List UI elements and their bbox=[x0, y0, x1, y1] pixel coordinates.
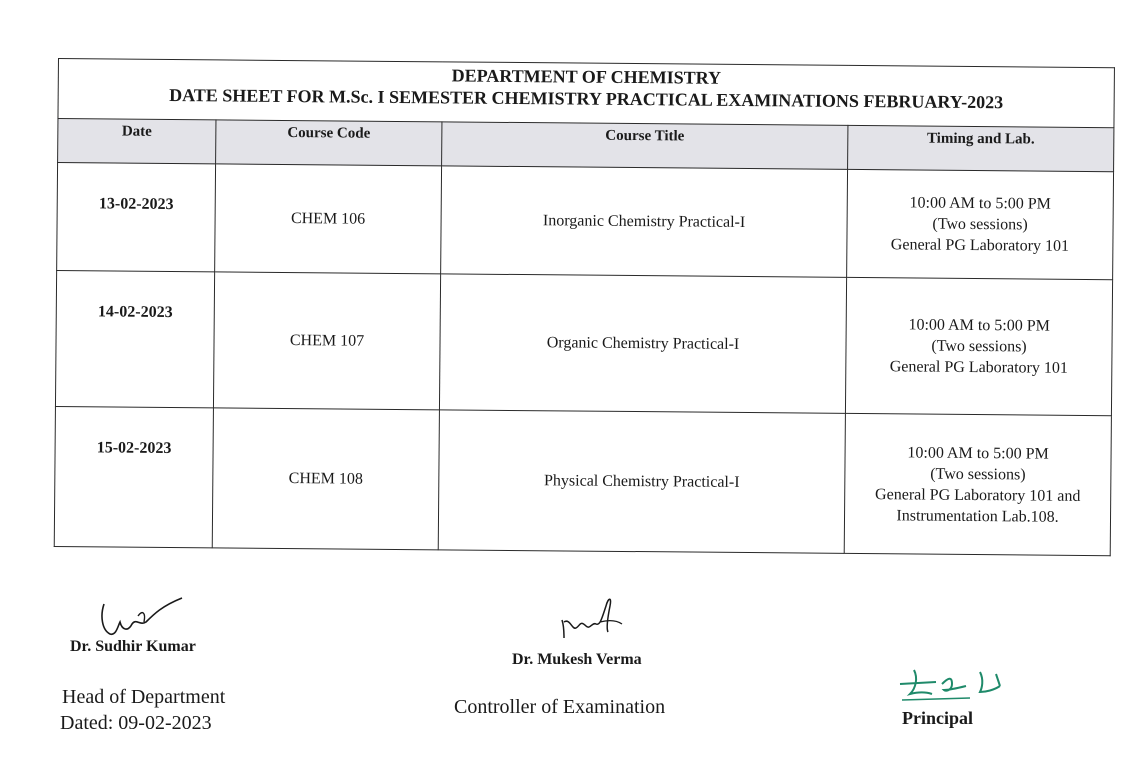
coe-name: Dr. Mukesh Verma bbox=[512, 651, 642, 668]
row-date: 15-02-2023 bbox=[54, 406, 213, 547]
date-sheet bbox=[54, 58, 1114, 556]
table-row bbox=[55, 270, 1112, 415]
coe-signature bbox=[556, 592, 628, 642]
column-header-timing: Timing and Lab. bbox=[848, 125, 1114, 171]
row-timing bbox=[845, 277, 1112, 415]
row-course-title: Physical Chemistry Practical-I bbox=[438, 410, 845, 554]
timing-hours: 10:00 AM to 5:00 PM bbox=[909, 194, 1052, 213]
row-course-title: Organic Chemistry Practical-I bbox=[439, 274, 846, 414]
timing-lab: General PG Laboratory 101 bbox=[890, 236, 1070, 255]
sheet-title: DATE SHEET FOR M.Sc. I SEMESTER CHEMISTRY PRACTICAL EXAMINATIONS FEBRUARY-2023 bbox=[169, 84, 1004, 113]
hod-dated: Dated: 09-02-2023 bbox=[60, 712, 212, 734]
row-course-code: CHEM 107 bbox=[213, 272, 440, 410]
hod-role: Head of Department bbox=[62, 686, 226, 708]
principal-role: Principal bbox=[902, 708, 973, 728]
row-course-code: CHEM 108 bbox=[212, 408, 439, 550]
table-row bbox=[57, 163, 1114, 280]
hod-signature bbox=[92, 596, 192, 642]
row-timing bbox=[844, 413, 1111, 555]
exam-table bbox=[54, 58, 1115, 556]
table-title bbox=[58, 59, 1115, 128]
row-course-title: Inorganic Chemistry Practical-I bbox=[441, 166, 848, 278]
timing-hours: 10:00 AM to 5:00 PM bbox=[908, 316, 1050, 335]
table-row bbox=[54, 406, 1111, 555]
principal-signature bbox=[896, 658, 1008, 708]
hod-name: Dr. Sudhir Kumar bbox=[70, 638, 196, 655]
row-date: 13-02-2023 bbox=[57, 163, 216, 272]
timing-sessions: (Two sessions) bbox=[932, 215, 1028, 234]
timing-hours: 10:00 AM to 5:00 PM bbox=[907, 443, 1049, 463]
column-header-date: Date bbox=[58, 119, 216, 164]
department-name: DEPARTMENT OF CHEMISTRY bbox=[451, 65, 722, 88]
timing-lab: General PG Laboratory 101 bbox=[889, 358, 1068, 377]
column-header-course-title: Course Title bbox=[442, 122, 848, 170]
row-date: 14-02-2023 bbox=[55, 270, 214, 407]
timing-sessions: (Two sessions) bbox=[931, 337, 1027, 356]
column-header-course-code: Course Code bbox=[216, 120, 442, 166]
row-timing bbox=[847, 169, 1114, 279]
timing-lab: General PG Laboratory 101 and bbox=[875, 485, 1081, 505]
timing-lab-extra: Instrumentation Lab.108. bbox=[896, 506, 1059, 526]
row-course-code: CHEM 106 bbox=[215, 164, 442, 274]
coe-role: Controller of Examination bbox=[454, 696, 666, 718]
timing-sessions: (Two sessions) bbox=[930, 465, 1026, 483]
